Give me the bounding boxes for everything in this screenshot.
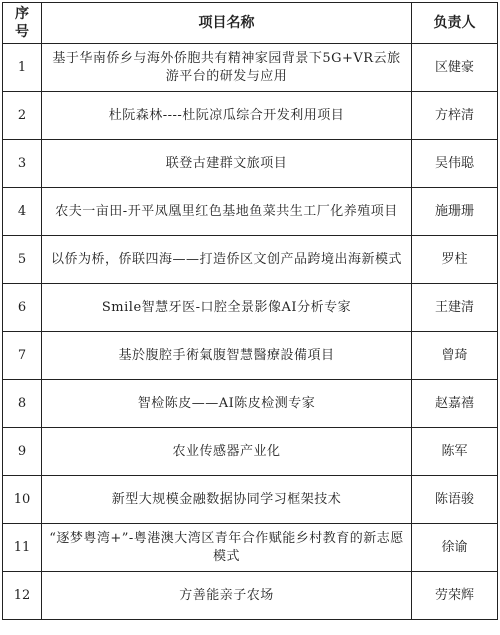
cell-project-name: 方善能亲子农场: [42, 572, 412, 620]
cell-owner: 施珊珊: [412, 188, 498, 236]
cell-project-name: 杜阮森林----杜阮凉瓜综合开发利用项目: [42, 92, 412, 140]
table-row: [3, 140, 498, 188]
cell-project-name: 基於腹腔手術氣腹智慧醫療設備項目: [42, 332, 412, 380]
cell-project-name: 基于华南侨乡与海外侨胞共有精神家园背景下5G+VR云旅游平台的研发与应用: [42, 44, 412, 92]
cell-owner: 陈军: [412, 428, 498, 476]
table-row: [3, 92, 498, 140]
cell-no: 1: [3, 44, 42, 92]
cell-project-name: 以侨为桥，侨联四海——打造侨区文创产品跨境出海新模式: [42, 236, 412, 284]
cell-no: 3: [3, 140, 42, 188]
cell-project-name: 农业传感器产业化: [42, 428, 412, 476]
cell-no: 8: [3, 380, 42, 428]
table-row: [3, 284, 498, 332]
table-row: [3, 428, 498, 476]
cell-owner: 曾琦: [412, 332, 498, 380]
cell-project-name: 智检陈皮——AI陈皮检测专家: [42, 380, 412, 428]
table-row: [3, 380, 498, 428]
table-row: [3, 524, 498, 572]
cell-owner: 陈语骏: [412, 476, 498, 524]
table-row: [3, 188, 498, 236]
cell-owner: 劳荣辉: [412, 572, 498, 620]
cell-no: 5: [3, 236, 42, 284]
cell-no: 10: [3, 476, 42, 524]
cell-owner: 赵嘉禧: [412, 380, 498, 428]
header-project-name: 项目名称: [42, 3, 412, 44]
cell-no: 4: [3, 188, 42, 236]
cell-owner: 区健豪: [412, 44, 498, 92]
table-row: [3, 476, 498, 524]
cell-owner: 王建清: [412, 284, 498, 332]
project-table: [2, 2, 498, 620]
cell-no: 12: [3, 572, 42, 620]
cell-project-name: 农夫一亩田-开平凤凰里红色基地鱼菜共生工厂化养殖项目: [42, 188, 412, 236]
header-owner: 负责人: [412, 3, 498, 44]
table-row: [3, 572, 498, 620]
cell-no: 9: [3, 428, 42, 476]
cell-owner: 罗柱: [412, 236, 498, 284]
cell-owner: 方梓清: [412, 92, 498, 140]
cell-no: 6: [3, 284, 42, 332]
cell-no: 11: [3, 524, 42, 572]
cell-project-name: Smile智慧牙医-口腔全景影像AI分析专家: [42, 284, 412, 332]
cell-no: 7: [3, 332, 42, 380]
cell-project-name: “逐梦粤湾+”-粤港澳大湾区青年合作赋能乡村教育的新志愿模式: [42, 524, 412, 572]
header-no: 序号: [3, 3, 42, 44]
table-row: [3, 332, 498, 380]
table-header-row: [3, 3, 498, 44]
cell-no: 2: [3, 92, 42, 140]
cell-project-name: 联登古建群文旅项目: [42, 140, 412, 188]
cell-owner: 吴伟聪: [412, 140, 498, 188]
cell-owner: 徐谕: [412, 524, 498, 572]
table-row: [3, 44, 498, 92]
cell-project-name: 新型大规模金融数据协同学习框架技术: [42, 476, 412, 524]
table-row: [3, 236, 498, 284]
